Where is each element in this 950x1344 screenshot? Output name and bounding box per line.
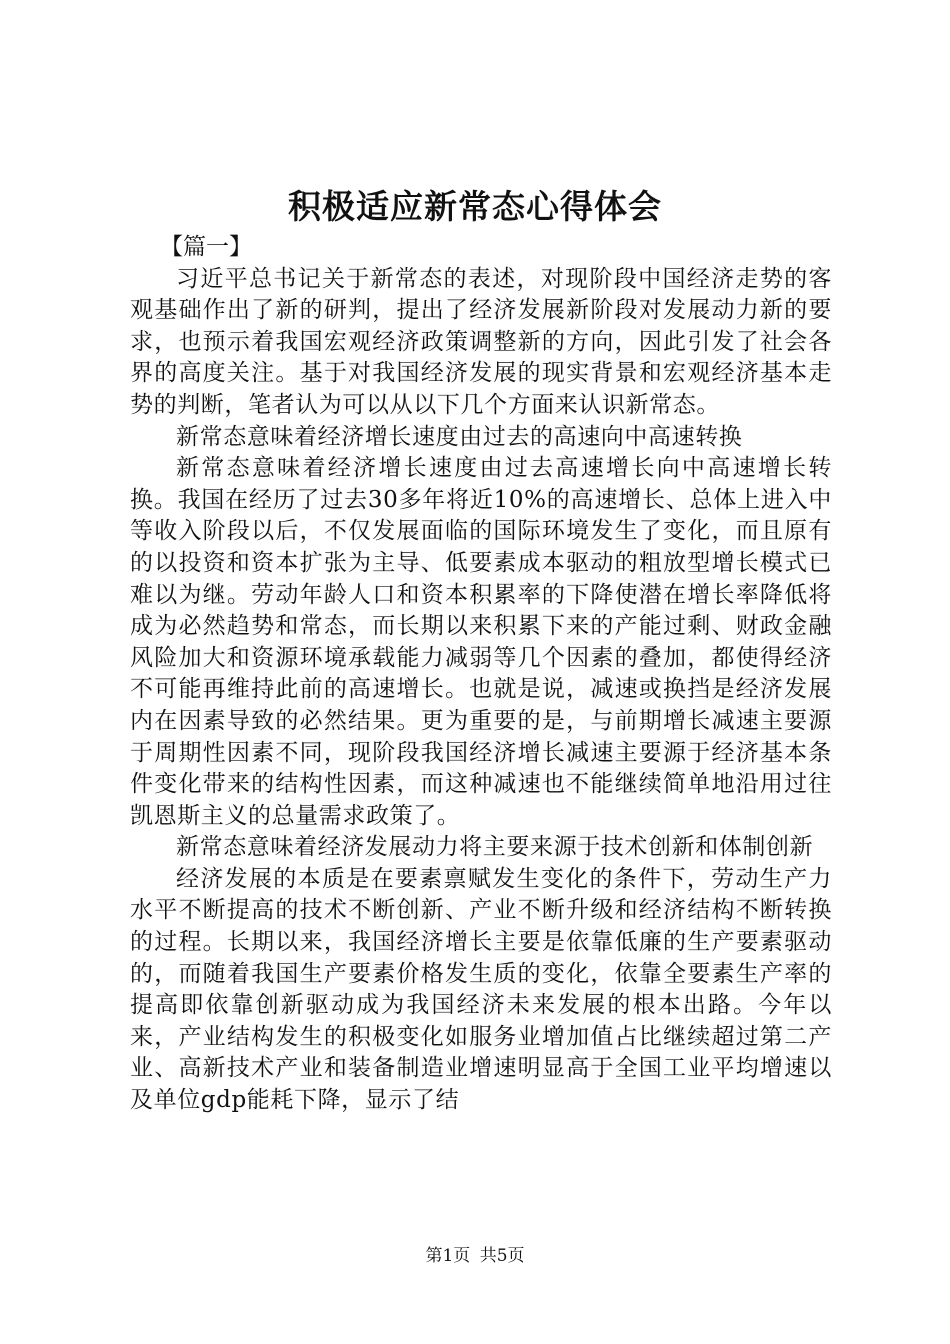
paragraph-subheading-innovation: 新常态意味着经济发展动力将主要来源于技术创新和体制创新 — [176, 834, 814, 861]
document-title: 积极适应新常态心得体会 — [288, 187, 662, 226]
paragraph-growth-speed: 新常态意味着经济增长速度由过去高速增长向中高速增长转换。我国在经历了过去30多年将近10%的高速增长、总体上进入中等收入阶段以后，不仅发展面临的国际环境发生了变化，而且原有的以投资和资本扩张为主导、低要素成本驱动的粗放型增长模式已难以为继。劳动年龄人口和资本积累率的下降使潜在增长率降低将成为必然趋势和常态，而长期以来积累下来的产能过剩、财政金融风险加大和资源环境承载能力减弱等几个因素的叠加，都使得经济不可能再维持此前的高速增长。也就是说，减速或换挡是经济发展内在因素导致的必然结果。更为重要的是，与前期增长减速主要源于周期性因素不同，现阶段我国经济增长减速主要源于经济基本条件变化带来的结构性因素，而这种减速也不能继续简单地沿用过往凯恩斯主义的总量需求政策了。 — [130, 455, 832, 829]
document-body — [130, 232, 832, 1117]
paragraph-innovation: 经济发展的本质是在要素禀赋发生变化的条件下，劳动生产力水平不断提高的技术不断创新、产业不断升级和经济结构不断转换的过程。长期以来，我国经济增长主要是依靠低廉的生产要素驱动的，而随着我国生产要素价格发生质的变化，依靠全要素生产率的提高即依靠创新驱动成为我国经济未来发展的根本出路。今年以来，产业结构发生的积极变化如服务业增加值占比继续超过第二产业、高新技术产业和装备制造业增速明显高于全国工业平均增速以及单位gdp能耗下降，显示了结 — [130, 865, 832, 1114]
paragraph-subheading-growth-speed: 新常态意味着经济增长速度由过去的高速向中高速转换 — [176, 423, 743, 450]
page-footer: 第1页 共5页 — [425, 1246, 525, 1266]
paragraph-intro: 习近平总书记关于新常态的表述，对现阶段中国经济走势的客观基础作出了新的研判，提出了经济发展新阶段对发展动力新的要求，也预示着我国宏观经济政策调整新的方向，因此引发了社会各界的高度关注。基于对我国经济发展的现实背景和宏观经济基本走势的判断，笔者认为可以从以下几个方面来认识新常态。 — [130, 265, 832, 418]
section-label: 【篇一】 — [160, 234, 252, 260]
